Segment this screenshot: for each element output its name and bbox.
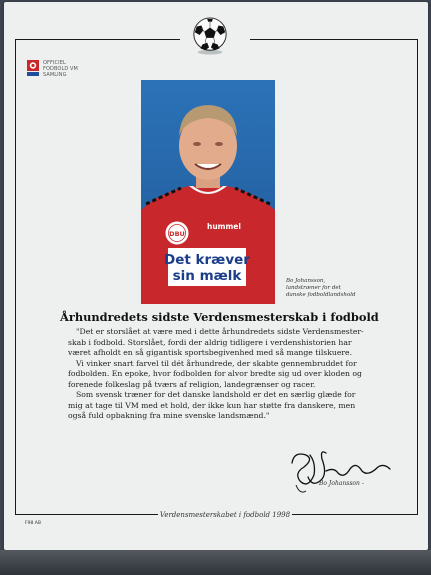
logo-line: SAMLING xyxy=(43,72,67,78)
print-code: F98 AB xyxy=(25,521,41,526)
caption-line: Bo Johansson, xyxy=(286,278,326,284)
portrait-photo xyxy=(141,80,275,304)
table-surface xyxy=(0,550,431,575)
badge-text: DBU xyxy=(169,230,185,238)
paragraph-3: Som svensk træner for det danske landshold er det en særlig glæde for mig at tage til VM med et hold, der ikke kun har støtte fra danskere, men også fuld opbakning fra mine svenske landsmænd." xyxy=(68,390,356,420)
sponsor-line-1: Det kræver xyxy=(164,252,250,268)
signature-icon xyxy=(286,441,396,499)
signature-name: Bo Johansson - xyxy=(319,480,364,487)
caption-line: danske fodboldlandshold xyxy=(286,292,356,298)
headline: Århundredets sidste Verdensmesterskab i fodbold xyxy=(60,310,379,324)
photo-caption xyxy=(286,278,396,299)
logo-text xyxy=(43,60,78,78)
logo-line: OFFICIEL xyxy=(43,60,66,66)
paragraph-2: Vi vinker snart farvel til dét århundrede, der skabte gennembruddet for fodbolden. En epoke, hvor fodbolden for alvor bredte sig ud over kloden og forenede folkeslag på tværs af religion, landegrænser og racer. xyxy=(68,358,362,389)
brand-text: hummel xyxy=(207,222,241,231)
page-footer: Verdensmesterskabet i fodbold 1998 xyxy=(159,511,291,519)
logo-line: FODBOLD VM xyxy=(43,66,78,72)
vm-emblem-icon xyxy=(27,60,39,76)
official-logo xyxy=(27,60,78,78)
portrait-illustration xyxy=(141,80,275,304)
football-icon xyxy=(191,17,229,55)
sponsor-line-2: sin mælk xyxy=(172,268,242,284)
quote-body xyxy=(68,327,370,422)
caption-line: landstræner for det xyxy=(286,285,341,291)
paragraph-1: "Det er storslået at være med i dette århundredets sidste Verdensmester-skab i fodbold. Storslået, fordi der aldrig tidligere i verdenshistorien har været afholdt en så gigantisk sportsbegivenhed med så mange tilskuere. xyxy=(68,327,364,357)
